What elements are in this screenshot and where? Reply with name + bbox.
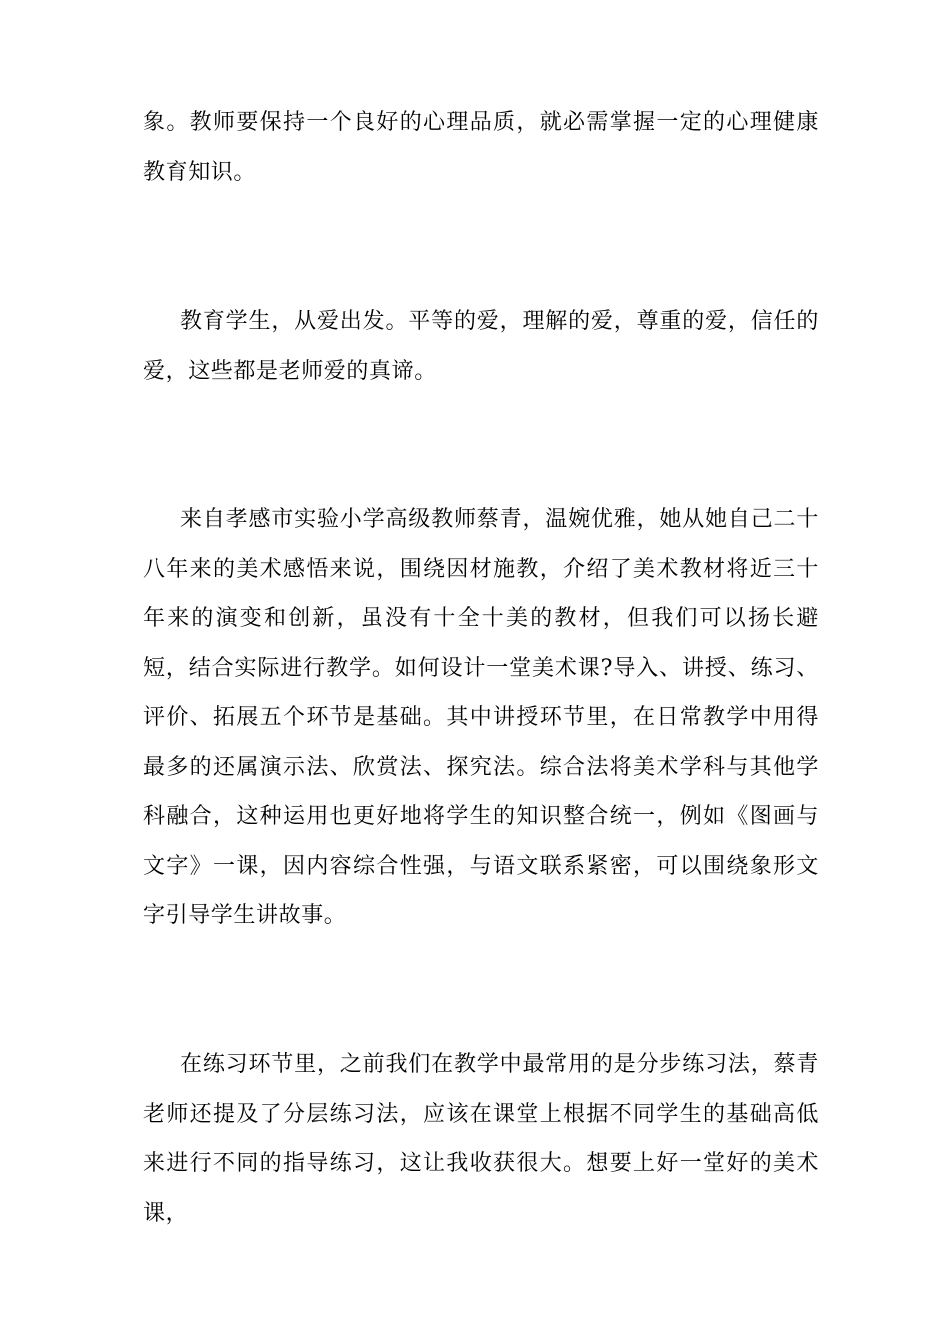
paragraph-practice-stage: 在练习环节里，之前我们在教学中最常用的是分步练习法，蔡青老师还提及了分层练习法，应该在课堂上根据不同学生的基础高低来进行不同的指导练习，这让我收获很大。想要上好一堂好的美术课，	[143, 1052, 819, 1226]
paragraph-love: 教育学生，从爱出发。平等的爱，理解的爱，尊重的爱，信任的爱，这些都是老师爱的真谛。	[143, 309, 819, 384]
paragraph-cai-qing-lecture: 来自孝感市实验小学高级教师蔡青，温婉优雅，她从她自己二十八年来的美术感悟来说，围绕因材施教，介绍了美术教材将近三十年来的演变和创新，虽没有十全十美的教材，但我们可以扬长避短，结合实际进行教学。如何设计一堂美术课?导入、讲授、练习、评价、拓展五个环节是基础。其中讲授环节里，在日常教学中用得最多的还属演示法、欣赏法、探究法。综合法将美术学科与其他学科融合，这种运用也更好地将学生的知识整合统一，例如《图画与文字》一课，因内容综合性强，与语文联系紧密，可以围绕象形文字引导学生讲故事。	[143, 507, 819, 928]
paragraph-continuation: 象。教师要保持一个良好的心理品质，就必需掌握一定的心理健康教育知识。	[143, 110, 819, 185]
